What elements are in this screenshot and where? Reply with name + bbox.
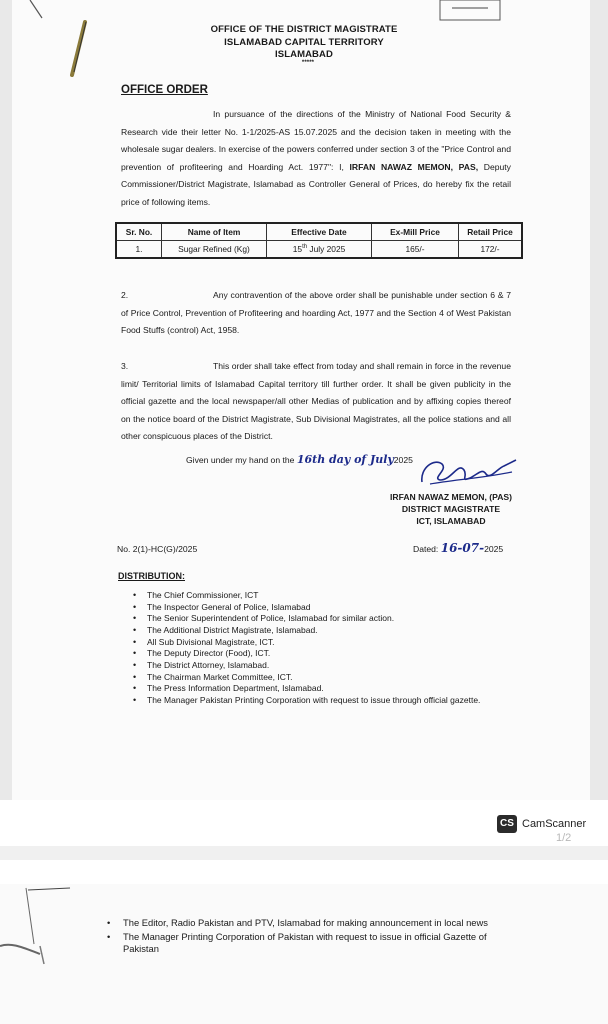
price-table: [115, 222, 523, 259]
col-retail-price: Retail Price: [459, 223, 523, 241]
paragraph-1-name: IRFAN NAWAZ MEMON, PAS,: [349, 161, 479, 172]
reference-number: No. 2(1)-HC(G)/2025: [117, 544, 198, 554]
camscanner-logo-icon: CS: [497, 815, 517, 833]
list-item: • The Chief Commissioner, ICT: [133, 590, 480, 602]
col-item-name: Name of Item: [162, 223, 267, 241]
list-item: • The Additional District Magistrate, Islamabad.: [133, 625, 480, 637]
list-item: • The Editor, Radio Pakistan and PTV, Islamabad for making announcement in local news: [105, 917, 525, 930]
page-title: OFFICE ORDER: [121, 84, 208, 96]
list-item: • The Deputy Director (Food), ICT.: [133, 648, 480, 660]
distribution-list-continued: [105, 917, 525, 957]
handwritten-dated: 16-07-: [440, 541, 485, 555]
cell-item: Sugar Refined (Kg): [162, 241, 267, 259]
handwritten-date: 16th day of July: [296, 453, 394, 466]
paragraph-1-tail: Deputy Commissioner/District Magistrate, Islamabad as Controller General of Prices, do hereby fix the retail price of following items.: [121, 161, 511, 207]
header-city: ISLAMABAD: [275, 49, 333, 60]
page-divider: [0, 846, 608, 860]
paragraph-1: [121, 106, 511, 211]
cell-sr: 1.: [116, 241, 162, 259]
paragraph-2-number: 2.: [121, 290, 129, 300]
distribution-list: [133, 590, 480, 707]
header-office: OFFICE OF THE DISTRICT MAGISTRATE: [210, 24, 398, 35]
page-gap: [0, 800, 608, 884]
paragraph-3: [121, 358, 511, 446]
signatory-place: ICT, ISLAMABAD: [416, 516, 486, 526]
list-item: • The Inspector General of Police, Islamabad: [133, 602, 480, 614]
col-effective-date: Effective Date: [267, 223, 372, 241]
cell-ex-mill: 165/-: [372, 241, 459, 259]
dated-line: Dated: 16-07-2025: [413, 541, 504, 555]
list-item: • The Manager Printing Corporation of Pakistan with request to issue in official Gazette of Pakistan: [105, 931, 525, 956]
header-territory: ISLAMABAD CAPITAL TERRITORY: [224, 37, 384, 48]
given-line: Given under my hand on the 16th day of July2025: [186, 453, 413, 466]
list-item: • All Sub Divisional Magistrate, ICT.: [133, 637, 480, 649]
table-header-row: [116, 223, 522, 241]
header-stars: *****: [301, 60, 315, 66]
list-item: • The Senior Superintendent of Police, Islamabad for similar action.: [133, 613, 480, 625]
col-sr-no: Sr. No.: [116, 223, 162, 241]
list-item: • The District Attorney, Islamabad.: [133, 660, 480, 672]
cell-date: 15th July 2025: [267, 241, 372, 259]
col-ex-mill-price: Ex-Mill Price: [372, 223, 459, 241]
signature: [412, 450, 522, 495]
signatory-block: [376, 491, 526, 527]
signatory-name: IRFAN NAWAZ MEMON, (PAS): [389, 492, 513, 502]
paragraph-3-text: This order shall take effect from today and shall remain in force in the revenue limit/ Territorial limits of Islamabad Capital territory till further order. It shall be given publicity in the official gazette and the local newspaper/all other Medias of publication and by affixing copies thereof on the notice board of the District Magistrate, Sub Divisional Magistrates, all the police stations and all other conspicuous places of the District.: [121, 361, 511, 441]
signatory-title: DISTRICT MAGISTRATE: [401, 504, 501, 514]
paragraph-1-lead: In pursuance of the directions of the Ministry of National Food Security & Research vide their letter No. 1-1/2025-AS 15.07.2025 and the decision taken in meeting with the wholesale sugar dealers. In exercise of the powers conferred under section 3 of the "Price Control and prevention of profiteering and Hoarding Act. 1977": I,: [121, 109, 511, 172]
list-item: • The Press Information Department, Islamabad.: [133, 683, 480, 695]
camscanner-label: CamScanner: [522, 818, 587, 830]
distribution-title: DISTRIBUTION:: [118, 571, 185, 581]
cell-retail: 172/-: [459, 241, 523, 259]
scan-artifact-page2: [0, 884, 80, 984]
list-item: • The Chairman Market Committee, ICT.: [133, 672, 480, 684]
paragraph-2-text: Any contravention of the above order shall be punishable under section 6 & 7 of Price Control, Prevention of Profiteering and hoarding Act, 1977 and the Section 4 of West Pakistan Food Stuffs (control) Act, 1958.: [121, 290, 511, 335]
paragraph-2: [121, 287, 511, 340]
list-item: • The Manager Pakistan Printing Corporation with request to issue through official gazette.: [133, 695, 480, 707]
paragraph-3-number: 3.: [121, 361, 129, 371]
page-number: 1/2: [556, 832, 572, 844]
table-row: [116, 241, 522, 259]
